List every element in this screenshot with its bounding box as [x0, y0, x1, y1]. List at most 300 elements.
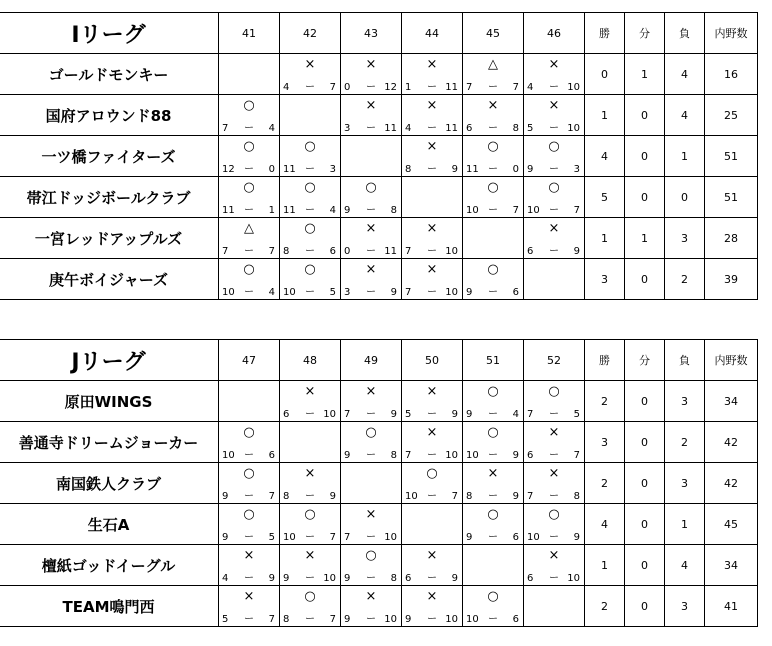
score-dash: ー — [488, 123, 498, 134]
result-mark: × — [365, 384, 377, 399]
win-count: 2 — [585, 381, 625, 422]
score-left: 9 — [344, 573, 351, 584]
match-result — [341, 545, 402, 586]
score-right: 10 — [445, 450, 458, 461]
team-row — [0, 136, 758, 177]
league-title: Iリーグ — [0, 13, 219, 54]
match-result — [402, 95, 463, 136]
match-result — [402, 381, 463, 422]
score-left: 10 — [466, 614, 479, 625]
score-left: 10 — [466, 450, 479, 461]
score-right: 10 — [323, 409, 336, 420]
match-result — [524, 463, 585, 504]
self-match-cell — [341, 463, 402, 504]
loss-count: 4 — [665, 54, 705, 95]
infield-count: 25 — [705, 95, 758, 136]
result-mark: × — [487, 98, 499, 113]
team-name: 善通寺ドリームジョーカー — [0, 422, 219, 463]
team-row — [0, 504, 758, 545]
self-match-cell — [524, 586, 585, 627]
score-left: 7 — [466, 82, 473, 93]
score-dash: ー — [549, 246, 559, 257]
score-dash: ー — [427, 82, 437, 93]
score-left: 12 — [222, 164, 235, 175]
team-name: 生石A — [0, 504, 219, 545]
score-dash: ー — [488, 205, 498, 216]
match-result — [219, 95, 280, 136]
score-left: 4 — [405, 123, 412, 134]
win-count: 1 — [585, 545, 625, 586]
score-left: 7 — [344, 532, 351, 543]
result-mark: × — [426, 548, 438, 563]
score-right: 11 — [445, 82, 458, 93]
self-match-cell — [219, 54, 280, 95]
score-right: 11 — [445, 123, 458, 134]
result-mark: × — [304, 466, 316, 481]
opponent-number: 51 — [463, 340, 524, 381]
result-mark: ○ — [304, 262, 316, 277]
score-right: 5 — [329, 287, 336, 298]
score-left: 4 — [283, 82, 290, 93]
result-mark: ○ — [243, 98, 255, 113]
score-left: 5 — [405, 409, 412, 420]
result-mark: ○ — [487, 589, 499, 604]
self-match-cell — [463, 545, 524, 586]
match-result — [280, 136, 341, 177]
match-result — [219, 218, 280, 259]
result-mark: ○ — [487, 180, 499, 195]
result-mark: × — [365, 98, 377, 113]
match-result — [402, 259, 463, 300]
draw-count: 0 — [625, 586, 665, 627]
score-dash: ー — [244, 205, 254, 216]
score-left: 9 — [344, 205, 351, 216]
infield-count: 39 — [705, 259, 758, 300]
score-left: 6 — [466, 123, 473, 134]
draw-header: 分 — [625, 13, 665, 54]
score-right: 10 — [323, 573, 336, 584]
score-left: 10 — [283, 287, 296, 298]
match-result — [219, 586, 280, 627]
match-result — [219, 136, 280, 177]
result-mark: × — [548, 57, 560, 72]
opponent-number: 46 — [524, 13, 585, 54]
win-header: 勝 — [585, 13, 625, 54]
loss-count: 1 — [665, 504, 705, 545]
match-result — [341, 259, 402, 300]
score-left: 6 — [283, 409, 290, 420]
match-result — [341, 586, 402, 627]
result-mark: × — [426, 139, 438, 154]
league-table — [0, 339, 758, 627]
score-left: 5 — [527, 123, 534, 134]
score-dash: ー — [366, 82, 376, 93]
score-left: 10 — [283, 532, 296, 543]
opponent-number: 49 — [341, 340, 402, 381]
infield-count: 42 — [705, 422, 758, 463]
team-row — [0, 54, 758, 95]
score-dash: ー — [366, 123, 376, 134]
result-mark: × — [365, 221, 377, 236]
score-right: 9 — [512, 491, 519, 502]
score-left: 1 — [405, 82, 412, 93]
score-right: 11 — [384, 123, 397, 134]
score-left: 9 — [283, 573, 290, 584]
match-result — [341, 218, 402, 259]
loss-count: 3 — [665, 463, 705, 504]
score-right: 7 — [329, 614, 336, 625]
score-right: 3 — [573, 164, 580, 175]
match-result — [402, 586, 463, 627]
match-result — [463, 422, 524, 463]
score-dash: ー — [244, 450, 254, 461]
match-result — [524, 54, 585, 95]
self-match-cell — [463, 218, 524, 259]
match-result — [524, 381, 585, 422]
score-right: 1 — [268, 205, 275, 216]
match-result — [402, 218, 463, 259]
score-left: 4 — [527, 82, 534, 93]
score-dash: ー — [305, 532, 315, 543]
match-result — [280, 381, 341, 422]
result-mark: × — [426, 98, 438, 113]
score-left: 11 — [466, 164, 479, 175]
score-dash: ー — [549, 164, 559, 175]
result-mark: ○ — [304, 180, 316, 195]
match-result — [402, 422, 463, 463]
score-dash: ー — [244, 491, 254, 502]
score-dash: ー — [549, 82, 559, 93]
loss-count: 2 — [665, 422, 705, 463]
score-right: 7 — [451, 491, 458, 502]
score-left: 9 — [405, 614, 412, 625]
score-right: 3 — [329, 164, 336, 175]
result-mark: × — [426, 221, 438, 236]
score-dash: ー — [427, 614, 437, 625]
result-mark: × — [426, 589, 438, 604]
draw-count: 1 — [625, 54, 665, 95]
result-mark: △ — [488, 57, 498, 72]
score-dash: ー — [488, 164, 498, 175]
score-right: 10 — [567, 573, 580, 584]
score-dash: ー — [366, 614, 376, 625]
score-right: 10 — [384, 614, 397, 625]
team-name: 帯江ドッジボールクラブ — [0, 177, 219, 218]
opponent-number: 52 — [524, 340, 585, 381]
team-row — [0, 95, 758, 136]
score-left: 7 — [405, 246, 412, 257]
score-right: 7 — [512, 205, 519, 216]
score-dash: ー — [549, 573, 559, 584]
result-mark: × — [243, 548, 255, 563]
match-result — [219, 259, 280, 300]
opponent-number: 48 — [280, 340, 341, 381]
score-dash: ー — [305, 287, 315, 298]
infield-count: 42 — [705, 463, 758, 504]
score-dash: ー — [366, 205, 376, 216]
win-count: 3 — [585, 422, 625, 463]
score-dash: ー — [366, 409, 376, 420]
result-mark: ○ — [487, 507, 499, 522]
score-left: 0 — [344, 246, 351, 257]
score-right: 10 — [567, 82, 580, 93]
match-result — [341, 54, 402, 95]
score-left: 10 — [222, 450, 235, 461]
score-left: 7 — [222, 246, 229, 257]
match-result — [219, 463, 280, 504]
draw-count: 0 — [625, 463, 665, 504]
result-mark: ○ — [304, 507, 316, 522]
match-result — [463, 136, 524, 177]
infield-count: 34 — [705, 381, 758, 422]
score-dash: ー — [244, 532, 254, 543]
team-row — [0, 381, 758, 422]
match-result — [463, 381, 524, 422]
match-result — [280, 177, 341, 218]
match-result — [341, 381, 402, 422]
infield-count: 41 — [705, 586, 758, 627]
match-result — [463, 504, 524, 545]
team-name: 原田WINGS — [0, 381, 219, 422]
score-left: 3 — [344, 123, 351, 134]
infield-count: 45 — [705, 504, 758, 545]
result-mark: × — [426, 57, 438, 72]
score-right: 7 — [512, 82, 519, 93]
score-dash: ー — [305, 205, 315, 216]
match-result — [463, 177, 524, 218]
score-right: 10 — [445, 246, 458, 257]
score-left: 0 — [344, 82, 351, 93]
score-dash: ー — [488, 450, 498, 461]
result-mark: × — [304, 548, 316, 563]
loss-count: 1 — [665, 136, 705, 177]
result-mark: × — [426, 262, 438, 277]
score-right: 11 — [384, 246, 397, 257]
result-mark: × — [365, 589, 377, 604]
score-right: 6 — [329, 246, 336, 257]
score-dash: ー — [549, 450, 559, 461]
draw-count: 0 — [625, 177, 665, 218]
team-name: 庚午ボイジャーズ — [0, 259, 219, 300]
match-result — [341, 504, 402, 545]
team-name: 国府アロウンド88 — [0, 95, 219, 136]
result-mark: ○ — [243, 262, 255, 277]
match-result — [524, 504, 585, 545]
score-left: 10 — [222, 287, 235, 298]
score-left: 8 — [466, 491, 473, 502]
score-dash: ー — [427, 123, 437, 134]
score-dash: ー — [305, 164, 315, 175]
match-result — [219, 545, 280, 586]
score-left: 8 — [283, 614, 290, 625]
score-left: 5 — [222, 614, 229, 625]
match-result — [219, 504, 280, 545]
infield-header: 内野数 — [705, 340, 758, 381]
score-dash: ー — [427, 573, 437, 584]
match-result — [341, 422, 402, 463]
score-right: 4 — [268, 287, 275, 298]
team-name: TEAM鳴門西 — [0, 586, 219, 627]
result-mark: ○ — [304, 589, 316, 604]
score-right: 6 — [268, 450, 275, 461]
score-left: 11 — [283, 205, 296, 216]
result-mark: △ — [244, 221, 254, 236]
score-dash: ー — [244, 123, 254, 134]
draw-count: 0 — [625, 545, 665, 586]
score-left: 9 — [344, 450, 351, 461]
result-mark: ○ — [365, 180, 377, 195]
result-mark: ○ — [243, 180, 255, 195]
infield-count: 51 — [705, 177, 758, 218]
score-left: 9 — [344, 614, 351, 625]
team-name: ゴールドモンキー — [0, 54, 219, 95]
result-mark: ○ — [548, 507, 560, 522]
score-dash: ー — [427, 409, 437, 420]
score-dash: ー — [244, 246, 254, 257]
match-result — [524, 545, 585, 586]
score-right: 9 — [573, 532, 580, 543]
score-left: 6 — [405, 573, 412, 584]
score-left: 8 — [283, 491, 290, 502]
match-result — [402, 463, 463, 504]
score-left: 7 — [527, 491, 534, 502]
loss-count: 4 — [665, 95, 705, 136]
score-dash: ー — [305, 82, 315, 93]
score-left: 7 — [222, 123, 229, 134]
league-table — [0, 12, 758, 300]
result-mark: × — [304, 57, 316, 72]
result-mark: × — [548, 221, 560, 236]
self-match-cell — [280, 422, 341, 463]
score-left: 6 — [527, 573, 534, 584]
score-left: 11 — [222, 205, 235, 216]
result-mark: ○ — [487, 139, 499, 154]
score-right: 7 — [573, 450, 580, 461]
score-right: 9 — [390, 409, 397, 420]
score-left: 4 — [222, 573, 229, 584]
score-right: 7 — [268, 246, 275, 257]
score-left: 9 — [466, 287, 473, 298]
score-left: 6 — [527, 450, 534, 461]
score-dash: ー — [549, 205, 559, 216]
result-mark: × — [365, 57, 377, 72]
result-mark: ○ — [304, 139, 316, 154]
score-dash: ー — [427, 164, 437, 175]
score-left: 8 — [283, 246, 290, 257]
score-dash: ー — [488, 409, 498, 420]
result-mark: × — [487, 466, 499, 481]
loss-header: 負 — [665, 340, 705, 381]
score-right: 6 — [512, 532, 519, 543]
team-row — [0, 177, 758, 218]
score-right: 6 — [512, 287, 519, 298]
draw-count: 0 — [625, 259, 665, 300]
result-mark: × — [548, 425, 560, 440]
team-name: 南国鉄人クラブ — [0, 463, 219, 504]
self-match-cell — [402, 504, 463, 545]
draw-count: 0 — [625, 95, 665, 136]
score-dash: ー — [427, 246, 437, 257]
result-mark: × — [243, 589, 255, 604]
opponent-number: 43 — [341, 13, 402, 54]
match-result — [524, 422, 585, 463]
match-result — [280, 586, 341, 627]
score-left: 9 — [527, 164, 534, 175]
win-count: 4 — [585, 504, 625, 545]
match-result — [463, 586, 524, 627]
score-left: 7 — [405, 287, 412, 298]
score-right: 5 — [268, 532, 275, 543]
match-result — [402, 54, 463, 95]
score-right: 9 — [573, 246, 580, 257]
team-name: 一ツ橋ファイターズ — [0, 136, 219, 177]
score-left: 11 — [283, 164, 296, 175]
result-mark: ○ — [487, 262, 499, 277]
score-left: 6 — [527, 246, 534, 257]
win-count: 2 — [585, 463, 625, 504]
score-right: 8 — [573, 491, 580, 502]
result-mark: ○ — [548, 139, 560, 154]
team-name: 檀紙ゴッドイーグル — [0, 545, 219, 586]
infield-count: 51 — [705, 136, 758, 177]
self-match-cell — [219, 381, 280, 422]
score-left: 10 — [527, 205, 540, 216]
score-right: 8 — [390, 450, 397, 461]
match-result — [280, 218, 341, 259]
result-mark: × — [548, 548, 560, 563]
infield-count: 16 — [705, 54, 758, 95]
match-result — [524, 218, 585, 259]
opponent-number: 45 — [463, 13, 524, 54]
score-right: 9 — [329, 491, 336, 502]
score-right: 6 — [512, 614, 519, 625]
loss-count: 3 — [665, 381, 705, 422]
score-left: 9 — [222, 532, 229, 543]
win-count: 4 — [585, 136, 625, 177]
win-count: 3 — [585, 259, 625, 300]
result-mark: × — [365, 262, 377, 277]
score-left: 10 — [405, 491, 418, 502]
draw-count: 0 — [625, 504, 665, 545]
result-mark: × — [426, 425, 438, 440]
match-result — [280, 545, 341, 586]
score-dash: ー — [549, 123, 559, 134]
team-row — [0, 463, 758, 504]
match-result — [280, 54, 341, 95]
opponent-number: 50 — [402, 340, 463, 381]
score-dash: ー — [305, 491, 315, 502]
loss-count: 4 — [665, 545, 705, 586]
score-right: 8 — [390, 205, 397, 216]
team-row — [0, 218, 758, 259]
match-result — [341, 177, 402, 218]
league-title: Jリーグ — [0, 340, 219, 381]
result-mark: ○ — [304, 221, 316, 236]
score-right: 7 — [268, 491, 275, 502]
result-mark: × — [548, 466, 560, 481]
score-right: 12 — [384, 82, 397, 93]
win-count: 0 — [585, 54, 625, 95]
result-mark: ○ — [487, 425, 499, 440]
score-right: 5 — [573, 409, 580, 420]
draw-count: 0 — [625, 136, 665, 177]
result-mark: ○ — [365, 548, 377, 563]
score-dash: ー — [488, 82, 498, 93]
score-dash: ー — [549, 491, 559, 502]
header-row — [0, 13, 758, 54]
match-result — [463, 54, 524, 95]
score-dash: ー — [488, 532, 498, 543]
